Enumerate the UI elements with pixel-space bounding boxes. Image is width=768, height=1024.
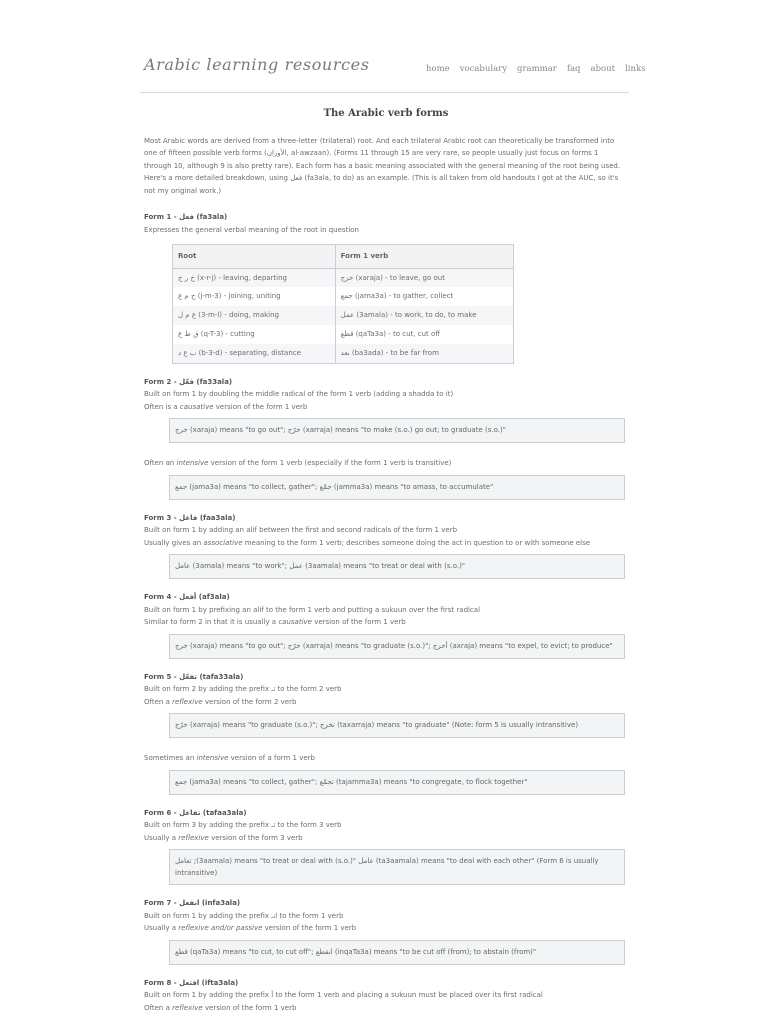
form-1-heading: Form 1 - فعل (fa3ala) — [144, 213, 228, 221]
form-2-example-1: خرج (xaraja) means "to go out"; خرّج (xarraja) means "to make (s.o.) go out; to graduate (s.o.)" — [169, 418, 625, 443]
form-1-table — [172, 244, 514, 364]
form-5-line-2: Often a reflexive version of the form 2 verb — [144, 697, 297, 706]
table-row — [173, 325, 514, 344]
table-cell: ع م ل (3-m-l) - doing, making — [173, 306, 336, 325]
form-7-heading: Form 7 - انفعل (infa3ala) — [144, 899, 241, 907]
nav-links[interactable]: links — [625, 64, 646, 74]
table-cell: عمل (3amala) - to work, to do, to make — [335, 306, 513, 325]
nav-home[interactable]: home — [426, 64, 450, 74]
table-row — [173, 306, 514, 325]
form-5-line-3: Sometimes an intensive version of a form 1 verb — [144, 754, 315, 762]
table-cell: ج م ع (j-m-3) - joining, uniting — [173, 287, 336, 306]
form-5-heading: Form 5 - تفعّل (tafa33ala) — [144, 672, 244, 681]
form-2-section — [144, 376, 628, 500]
form-2-heading: Form 2 - فعّل (fa33ala) — [144, 377, 233, 386]
nav-vocabulary[interactable]: vocabulary — [459, 64, 508, 74]
form-4-heading: Form 4 - أفعل (af3ala) — [144, 593, 230, 601]
header-divider — [140, 92, 629, 93]
table-header-form1: Form 1 verb — [335, 245, 513, 269]
form-5-section — [144, 671, 628, 795]
nav-faq[interactable]: faq — [566, 64, 581, 74]
form-8-line-1: Built on form 1 by adding the prefix أ to the form 1 verb and placing a sukuun must be placed over its first radical — [144, 991, 543, 999]
form-2-line-3: Often an intensive version of the form 1 verb (especially if the form 1 verb is transitive) — [144, 459, 452, 467]
main-nav — [426, 64, 645, 74]
form-8-section — [144, 977, 628, 1015]
main-content — [144, 108, 628, 1024]
table-cell: جمع (jama3a) - to gather, collect — [335, 287, 513, 306]
table-header-row — [173, 245, 514, 269]
form-7-section — [144, 897, 628, 965]
nav-grammar[interactable]: grammar — [517, 64, 557, 74]
form-4-example-1: خرج (xaraja) means "to go out"; خرّج (xarraja) means "to graduate (s.o.)"; أخرج (axraja) means "to expel, to evict; to produce" — [169, 634, 625, 659]
form-6-line-2: Usually a reflexive version of the form 3 verb — [144, 833, 303, 842]
form-8-heading: Form 8 - افتعل (ifta3ala) — [144, 978, 239, 987]
table-cell: بعد (ba3ada) - to be far from — [335, 344, 513, 363]
table-cell: قطع (qaTa3a) - to cut, cut off — [335, 325, 513, 344]
table-header-root: Root — [173, 245, 336, 269]
form-2-line-1: Built on form 1 by doubling the middle radical of the form 1 verb (adding a shadda to it) — [144, 390, 454, 398]
table-cell: خ ر ج (x-r-j) - leaving, departing — [173, 268, 336, 287]
form-4-section — [144, 591, 628, 659]
nav-about[interactable]: about — [590, 64, 616, 74]
table-row — [173, 287, 514, 306]
form-2-line-2: Often is a causative version of the form 1 verb — [144, 402, 308, 411]
table-row — [173, 344, 514, 363]
intro-paragraph: Most Arabic words are derived from a three-letter (trilateral) root. And each trilateral Arabic root can theoretically be transformed into one of fifteen possible verb forms (الأوزان, al-awzaan). (Forms 11 through 15 are very rare, so people usually just focus on forms 1 through 10, although 9 is also pretty rare). Each form has a basic meaning associated with the general meaning of the root being used. Here's a more detailed breakdown, using فعل (fa3ala, to do) as an example. (This is all taken from old handouts I got at the AUC, so it's not my original work.) — [144, 136, 621, 195]
form-7-line-1: Built on form 1 by adding the prefix انـ to the form 1 verb — [144, 911, 344, 920]
table-cell: ق ط ع (q-T-3) - cutting — [173, 325, 336, 344]
form-6-section — [144, 807, 628, 886]
form-1-description: Expresses the general verbal meaning of the root in question — [144, 225, 359, 234]
form-2-example-2: جمع (jama3a) means "to collect, gather"; جمّع (jamma3a) means "to amass, to accumulate" — [169, 475, 625, 500]
form-3-line-1: Built on form 1 by adding an alif between the first and second radicals of the form 1 verb — [144, 526, 458, 534]
form-8-line-2: Often a reflexive version of the form 1 verb — [144, 1003, 297, 1012]
form-3-heading: Form 3 - فاعل (faa3ala) — [144, 513, 236, 522]
form-5-line-1: Built on form 2 by adding the prefix تـ to the form 2 verb — [144, 685, 342, 693]
form-3-section — [144, 512, 628, 580]
form-7-example-1: قطع (qaTa3a) means "to cut, to cut off"; انقطع (inqaTa3a) means "to be cut off (from); to abstain (from)" — [169, 940, 625, 965]
form-3-example-1: عامل (3amala) means "to work"; عمل (3aamala) means "to treat or deal with (s.o.)" — [169, 554, 625, 579]
form-4-line-2: Similar to form 2 in that it is usually a causative version of the form 1 verb — [144, 618, 406, 626]
form-4-line-1: Built on form 1 by prefixing an alif to the form 1 verb and putting a sukuun over the first radical — [144, 605, 481, 614]
form-5-example-2: جمع (jama3a) means "to collect, gather"; تجمّع (tajamma3a) means "to congregate, to flock together" — [169, 770, 625, 795]
page-title: The Arabic verb forms — [323, 108, 449, 119]
form-1-section — [144, 211, 628, 364]
form-6-line-1: Built on form 3 by adding the prefix تـ to the form 3 verb — [144, 821, 342, 829]
form-6-example-1: تعامل ;(3aamala) means "to treat or deal with (s.o.)" عامل (ta3aamala) means "to deal with each other" (Form 6 is usually intransitive) — [169, 849, 625, 885]
table-cell: خرج (xaraja) - to leave, go out — [335, 268, 513, 287]
form-6-heading: Form 6 - تفاعل (tafaa3ala) — [144, 808, 247, 817]
table-row — [173, 268, 514, 287]
site-title[interactable]: Arabic learning resources — [144, 55, 370, 74]
form-3-line-2: Usually gives an associative meaning to the form 1 verb; describes someone doing the act in question to or with someone else — [144, 538, 591, 547]
table-cell: ب ع د (b-3-d) - separating, distance — [173, 344, 336, 363]
form-5-example-1: خرّج (xarraja) means "to graduate (s.o.)"; تخرج (taxarraja) means "to graduate" (Note: form 5 is usually intransitive) — [169, 713, 625, 738]
form-7-line-2: Usually a reflexive and/or passive version of the form 1 verb — [144, 924, 357, 932]
